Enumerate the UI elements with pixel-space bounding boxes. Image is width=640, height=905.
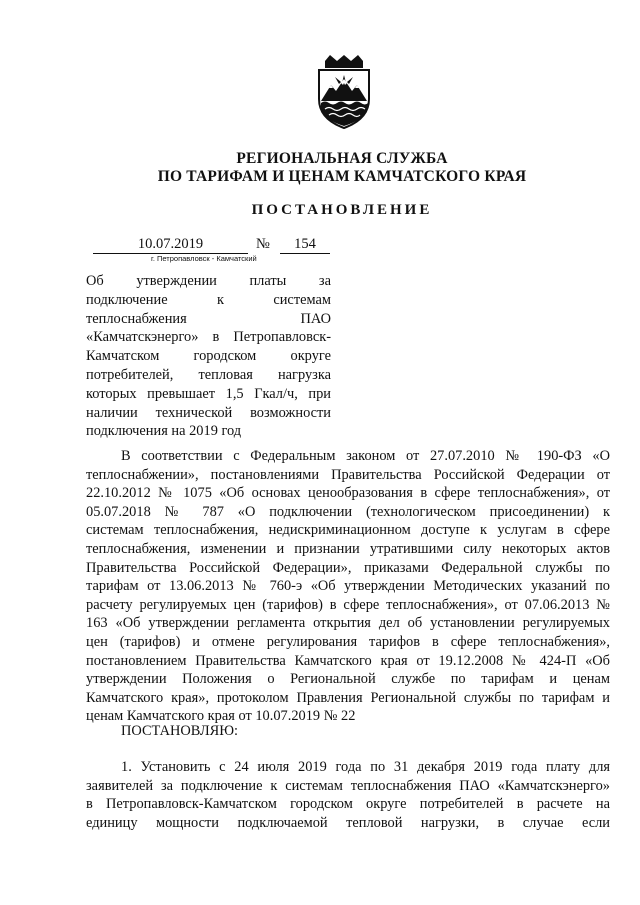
paragraph-line: в Петропавловск-Камчатском городском округе потребителей в расчете на: [86, 796, 610, 813]
paragraph-line: Правительства Российской Федерации», приказами Федеральной службы по: [86, 559, 610, 576]
paragraph-line: цен (тарифов) и отмене регулирования тарифов в сфере теплоснабжения»,: [86, 633, 610, 650]
subject-line: потребителей, тепловая нагрузка: [86, 366, 331, 383]
subject-line: подключения на 2019 год: [86, 423, 242, 440]
paragraph-line: 163 «Об утверждении регламента открытия дел об установлении регулируемых: [86, 615, 610, 632]
document-number: 154: [280, 236, 330, 254]
paragraph-line: тарифам от 13.06.2013 № 760-э «Об утверждении Методических указаний по: [86, 578, 610, 595]
paragraph-line: заявителей за подключение к системам теплоснабжения ПАО «Камчатскэнерго»: [86, 777, 610, 794]
paragraph-line: постановлением Правительства Камчатского края от 19.12.2008 № 424-П «Об: [86, 652, 610, 669]
paragraph-line: 05.07.2018 № 787 «О подключении (технологическом присоединении) к: [86, 503, 610, 520]
decree-word: ПОСТАНОВЛЯЮ:: [121, 723, 239, 739]
preamble-paragraph: [86, 447, 610, 726]
paragraph-line: единицу мощности подключаемой тепловой нагрузки, в случае если: [86, 814, 610, 831]
paragraph-line: теплоснабжения, изменении и признании утратившими силу некоторых актов: [86, 540, 610, 557]
subject-line: подключение к системам: [86, 291, 331, 308]
paragraph-line: теплоснабжении», постановлениями Правительства Российской Федерации от: [86, 466, 610, 483]
agency-name-line1: РЕГИОНАЛЬНАЯ СЛУЖБА: [236, 150, 448, 167]
city-caption: г. Петропавловск - Камчатский: [151, 254, 257, 263]
agency-name-line2: ПО ТАРИФАМ И ЦЕНАМ КАМЧАТСКОГО КРАЯ: [157, 168, 527, 185]
document-type-title: ПОСТАНОВЛЕНИЕ: [251, 202, 433, 218]
paragraph-line: 22.10.2012 № 1075 «Об основах ценообразования в сфере теплоснабжения», от: [86, 485, 610, 502]
document-date: 10.07.2019: [93, 236, 248, 254]
subject-line: наличии технической возможности: [86, 404, 331, 421]
subject-line: теплоснабжения ПАО: [86, 310, 331, 327]
number-sign: №: [256, 236, 270, 252]
clause-1-paragraph: [86, 758, 610, 832]
document-subject: [86, 272, 331, 441]
subject-line: «Камчатскэнерго» в Петропавловск-: [86, 329, 331, 346]
subject-line: Об утверждении платы за: [86, 273, 331, 289]
paragraph-line: Камчатского края», протоколом Правления Региональной службы по тарифам и: [86, 689, 610, 706]
kamchatka-coat-of-arms-icon: [313, 55, 375, 129]
paragraph-line: В соответствии с Федеральным законом от 27.07.2010 № 190-ФЗ «О: [121, 448, 610, 464]
paragraph-line: системам теплоснабжения, недискриминационном доступе к услугам в сфере: [86, 522, 610, 539]
paragraph-line: утверждении Положения о Региональной службе по тарифам и ценам: [86, 671, 610, 688]
paragraph-line: ценам Камчатского края от 10.07.2019 № 22: [86, 708, 356, 725]
subject-line: которых превышает 1,5 Гкал/ч, при: [86, 385, 331, 402]
subject-line: Камчатском городском округе: [86, 348, 331, 365]
paragraph-line: расчету регулируемых цен (тарифов) в сфере теплоснабжения», от 07.06.2013 №: [86, 596, 610, 613]
paragraph-line: 1. Установить с 24 июля 2019 года по 31 декабря 2019 года плату для: [121, 759, 610, 775]
